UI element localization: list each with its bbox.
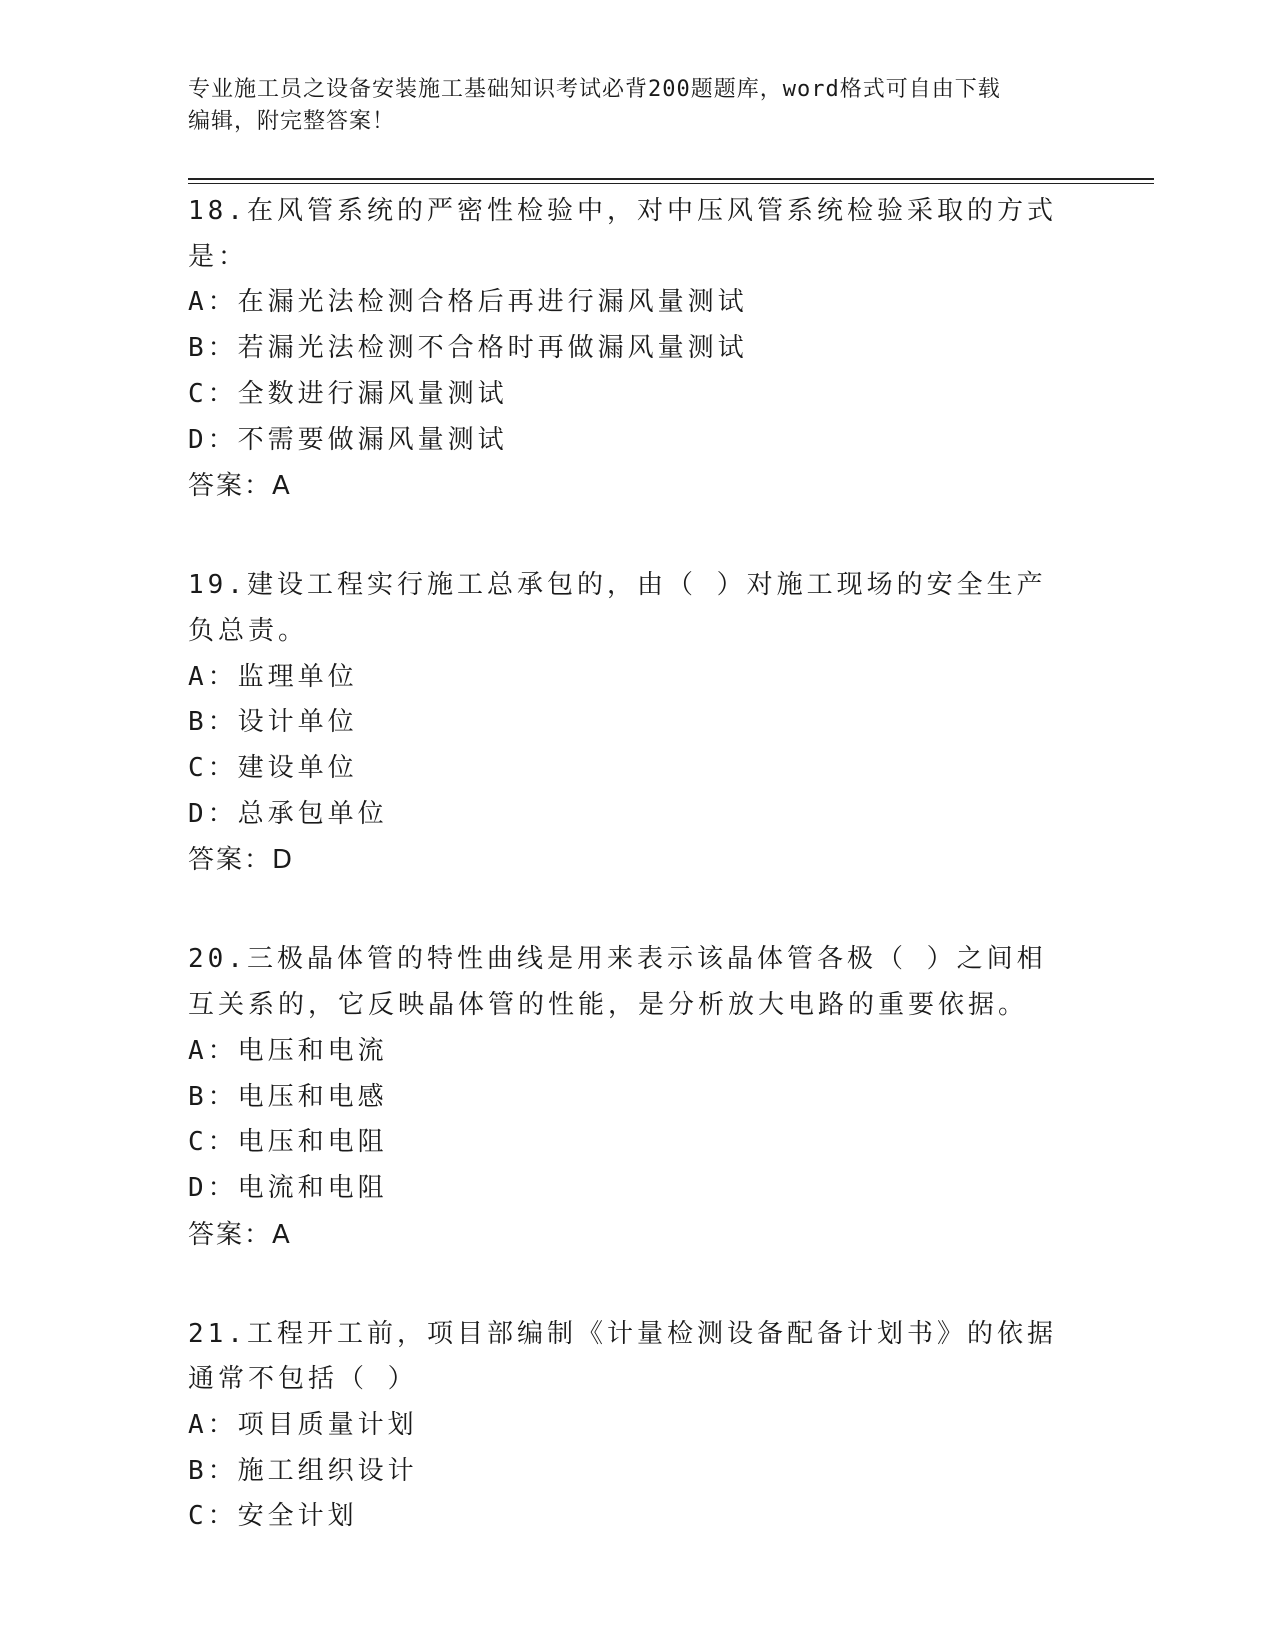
option-a: A：电压和电流 — [188, 1035, 388, 1066]
question-text: 18.在风管系统的严密性检验中，对中压风管系统检验采取的方式是： — [188, 196, 1057, 272]
header-rule-thick — [188, 178, 1154, 180]
question-text: 21.工程开工前，项目部编制《计量检测设备配备计划书》的依据通常不包括（ ） — [188, 1318, 1057, 1395]
option-c: C：电压和电阻 — [188, 1127, 388, 1158]
question-text: 19.建设工程实行施工总承包的，由（ ）对施工现场的安全生产负总责。 — [188, 570, 1047, 646]
document-header — [188, 74, 1088, 138]
option-b: B：若漏光法检测不合格时再做漏风量测试 — [188, 333, 748, 364]
option-b: B：设计单位 — [188, 707, 358, 738]
question-18 — [188, 189, 1088, 509]
answer: 答案：D — [188, 845, 295, 876]
question-list — [188, 189, 1088, 1594]
question-21 — [188, 1312, 1088, 1541]
question-19 — [188, 563, 1088, 883]
answer: 答案：A — [188, 1219, 292, 1250]
option-a: A：项目质量计划 — [188, 1410, 418, 1441]
answer: 答案：A — [188, 471, 292, 502]
option-b: B：施工组织设计 — [188, 1455, 418, 1486]
option-a: A：在漏光法检测合格后再进行漏风量测试 — [188, 287, 748, 318]
question-20 — [188, 937, 1088, 1257]
header-rule-thin — [188, 183, 1154, 184]
option-d: D：电流和电阻 — [188, 1172, 388, 1203]
option-d: D：不需要做漏风量测试 — [188, 424, 508, 455]
question-text: 20.三极晶体管的特性曲线是用来表示该晶体管各极（ ）之间相互关系的，它反映晶体管的性能，是分析放大电路的重要依据。 — [188, 944, 1047, 1021]
option-c: C：建设单位 — [188, 753, 358, 784]
option-a: A：监理单位 — [188, 661, 358, 692]
header-line-2: 编辑，附完整答案！ — [188, 109, 396, 134]
option-c: C：安全计划 — [188, 1501, 358, 1532]
option-b: B：电压和电感 — [188, 1081, 388, 1112]
option-d: D：总承包单位 — [188, 798, 388, 829]
header-line-1: 专业施工员之设备安装施工基础知识考试必背200题题库，word格式可自由下载 — [188, 77, 1001, 102]
option-c: C：全数进行漏风量测试 — [188, 378, 508, 409]
